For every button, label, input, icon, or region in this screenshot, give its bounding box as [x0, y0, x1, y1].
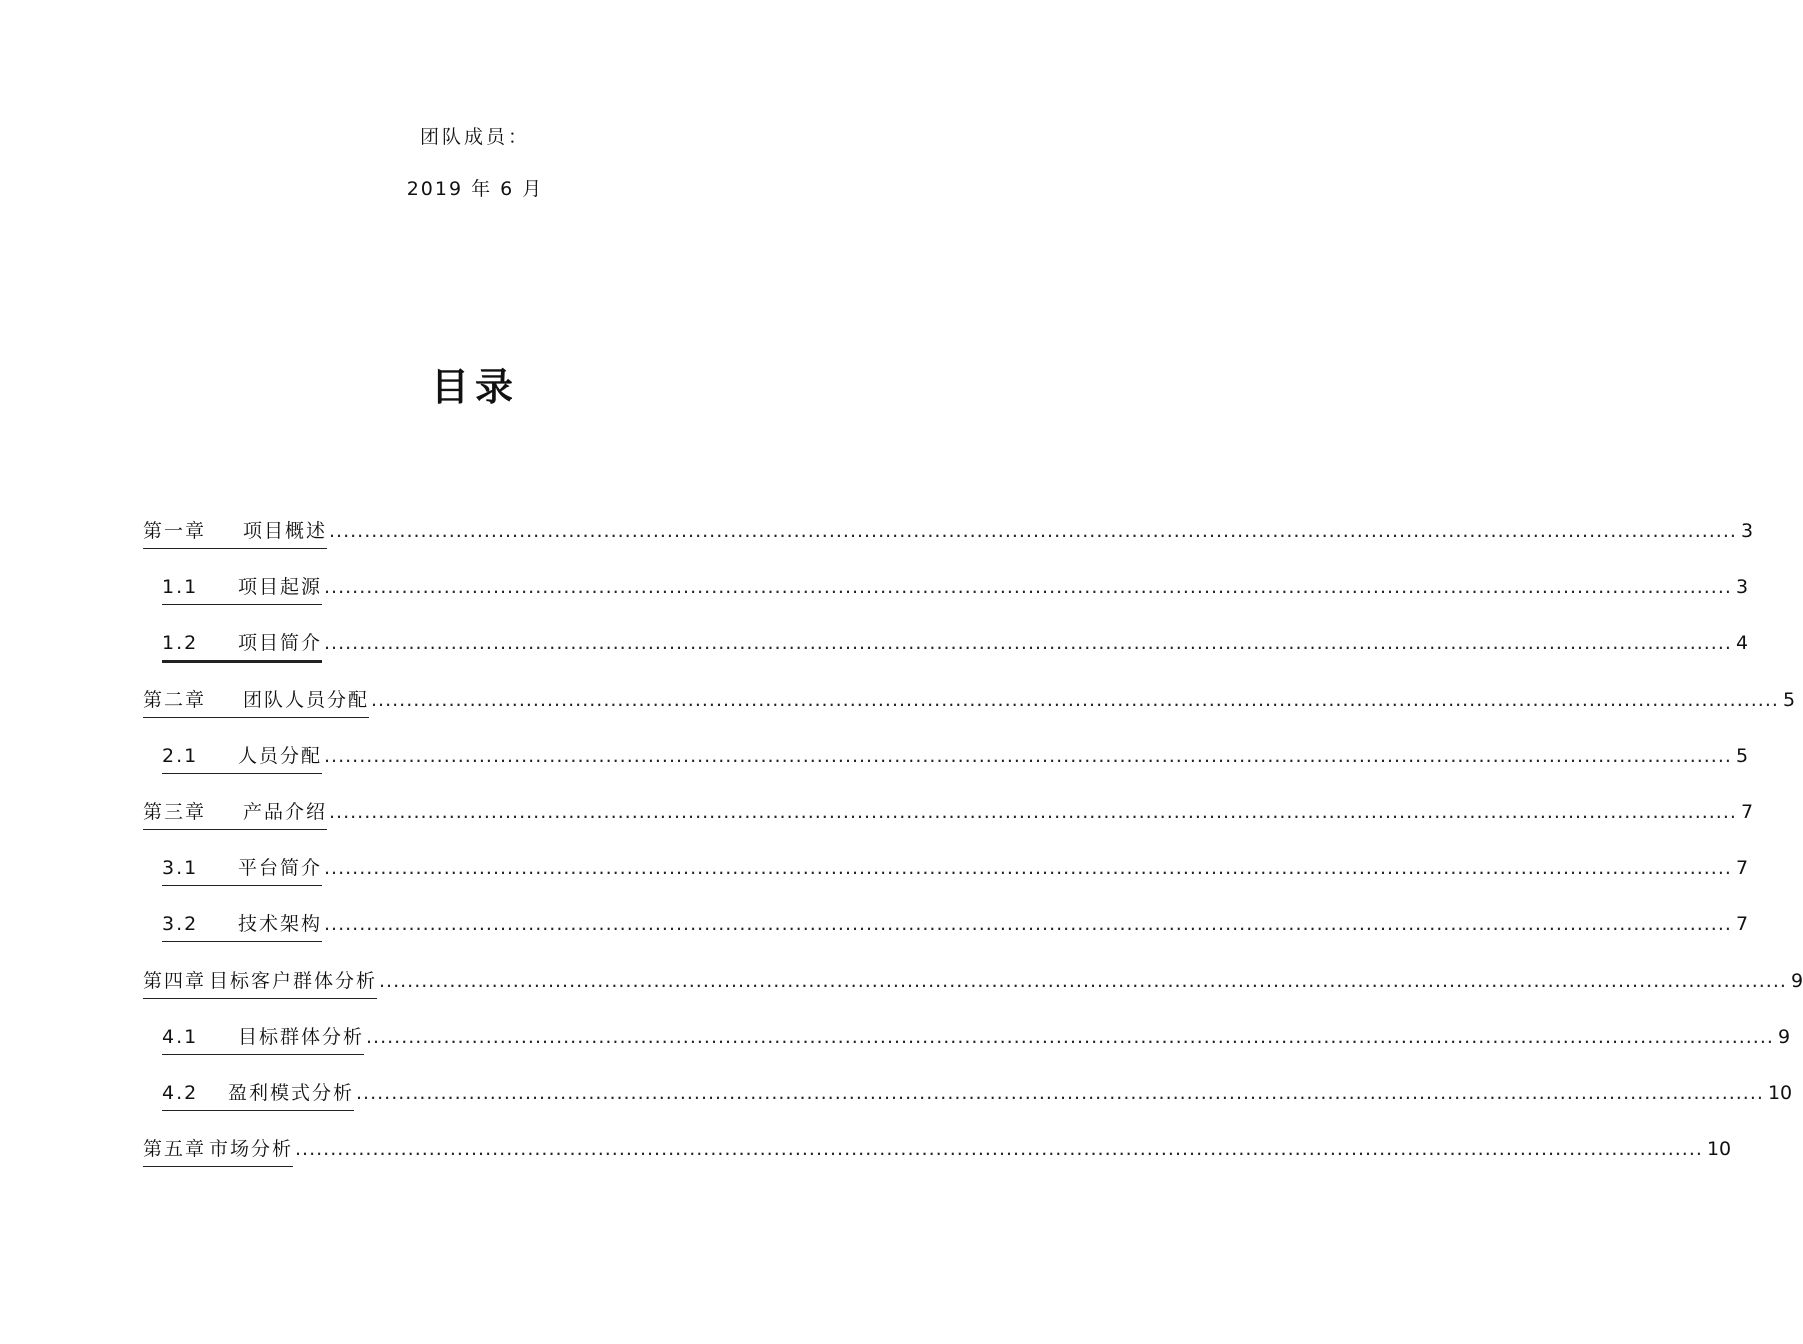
dot-leader: ........................................................................................................................................................................................................: [295, 1138, 1703, 1161]
toc-entry[interactable]: [143, 855, 1749, 911]
toc-entry-title: 团队人员分配: [243, 688, 370, 711]
dot-leader: ........................................................................................................................................................................................................: [379, 969, 1787, 992]
toc-entry[interactable]: [143, 630, 1749, 686]
document-date: 2019 年 6 月: [406, 178, 544, 200]
toc-entry[interactable]: [143, 518, 1754, 574]
toc-entry-title: 产品介绍: [243, 800, 328, 823]
toc-entry-title: 项目简介: [238, 632, 323, 655]
dot-leader: ........................................................................................................................................................................................................: [356, 1081, 1764, 1104]
toc-entry[interactable]: [143, 1080, 1793, 1136]
toc-entry-title: 项目起源: [238, 576, 323, 599]
toc-entry-title: 盈利模式分析: [228, 1081, 355, 1104]
toc-entry-title: 人员分配: [238, 744, 323, 767]
toc-entry-page: 10: [1706, 1138, 1732, 1161]
toc-entry-page: 3: [1740, 520, 1754, 542]
toc-entry[interactable]: [143, 968, 1803, 1024]
team-members-label: 团队成员：: [419, 126, 530, 148]
toc-entry-number: 3.1: [162, 857, 199, 880]
toc-entry-page: 3: [1735, 576, 1749, 599]
toc-entry[interactable]: [143, 743, 1749, 799]
toc-entry-title: 目标群体分析: [238, 1025, 365, 1048]
toc-entry-number: 4.1: [162, 1025, 199, 1048]
dot-leader: ........................................................................................................................................................................................................: [324, 913, 1732, 936]
toc-entry-page: 4: [1735, 632, 1749, 655]
toc-entry[interactable]: [143, 799, 1754, 855]
dot-leader: ........................................................................................................................................................................................................: [371, 688, 1779, 711]
toc-entry-number: 第二章: [143, 688, 207, 711]
toc-entry-page: 9: [1777, 1025, 1791, 1048]
toc-entry-number: 1.2: [162, 632, 199, 655]
toc-title: 目录: [430, 365, 519, 409]
toc-entry-title: 市场分析: [209, 1138, 294, 1161]
toc-entry-page: 5: [1735, 744, 1749, 767]
toc-entry-number: 第四章: [143, 969, 207, 992]
toc-entry-number: 第三章: [143, 800, 207, 823]
toc-entry-number: 第一章: [143, 520, 207, 542]
toc-entry-page: 7: [1735, 913, 1749, 936]
toc-entry[interactable]: [143, 1136, 1732, 1192]
toc-entry-title: 目标客户群体分析: [209, 969, 378, 992]
toc-entry[interactable]: [143, 574, 1749, 630]
toc-entry[interactable]: [143, 1024, 1791, 1080]
toc-entry-title: 技术架构: [238, 913, 323, 936]
toc-entry-title: 平台简介: [238, 857, 323, 880]
dot-leader: ........................................................................................................................................................................................................: [324, 744, 1732, 767]
toc-entry-page: 7: [1740, 800, 1754, 823]
toc-entry-page: 9: [1790, 969, 1803, 992]
dot-leader: ........................................................................................................................................................................................................: [366, 1025, 1774, 1048]
dot-leader: ........................................................................................................................................................................................................: [329, 520, 1737, 542]
toc-entry-page: 7: [1735, 857, 1749, 880]
toc-entry-number: 2.1: [162, 744, 199, 767]
toc-entry[interactable]: [143, 687, 1796, 743]
toc-entry-number: 1.1: [162, 576, 199, 599]
toc-entry[interactable]: [143, 911, 1749, 967]
toc-entry-number: 4.2: [162, 1081, 199, 1104]
dot-leader: ........................................................................................................................................................................................................: [324, 857, 1732, 880]
table-of-contents: [143, 518, 1803, 1192]
toc-entry-number: 3.2: [162, 913, 199, 936]
toc-entry-page: 5: [1782, 688, 1796, 711]
toc-entry-title: 项目概述: [243, 520, 328, 542]
dot-leader: ........................................................................................................................................................................................................: [324, 632, 1732, 655]
dot-leader: ........................................................................................................................................................................................................: [324, 576, 1732, 599]
toc-entry-page: 10: [1767, 1081, 1793, 1104]
dot-leader: ........................................................................................................................................................................................................: [329, 800, 1737, 823]
toc-entry-number: 第五章: [143, 1138, 207, 1161]
